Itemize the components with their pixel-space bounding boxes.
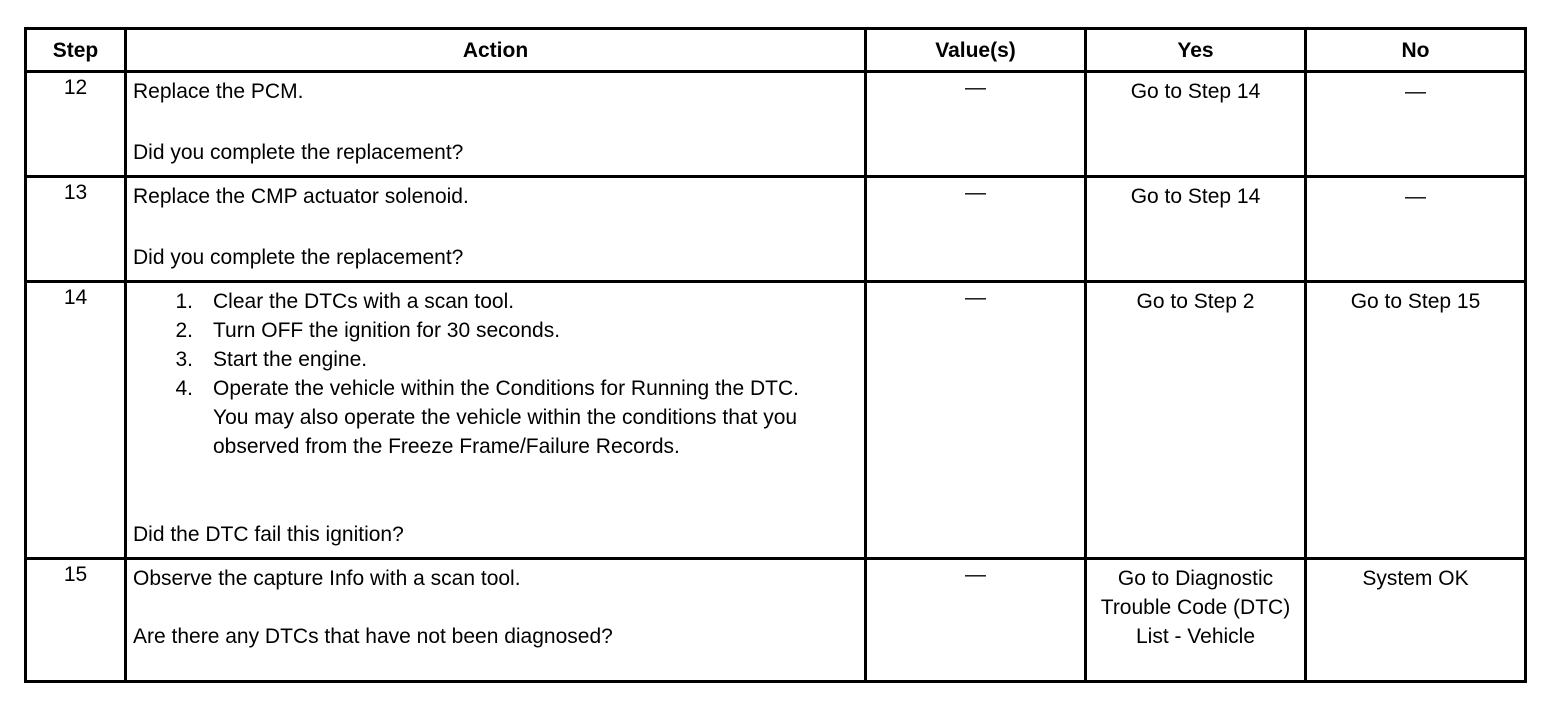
list-item [133,287,858,316]
header-action: Action [126,29,866,72]
list-item [133,374,858,461]
list-item-number: 2. [175,319,193,342]
list-item-number: 3. [175,348,193,371]
step-number: 14 [26,282,126,559]
no-cell [1306,559,1526,682]
step-number: 12 [26,72,126,177]
action-cell [126,559,866,682]
no-value: — [1405,80,1426,103]
value-cell: — [866,177,1086,282]
list-item-number: 4. [175,377,193,400]
header-yes: Yes [1086,29,1306,72]
yes-cell [1086,559,1306,682]
action-instruction: Observe the capture Info with a scan tool. [133,567,521,590]
table-row [26,72,1526,177]
yes-cell [1086,177,1306,282]
yes-cell [1086,72,1306,177]
value-cell: — [866,72,1086,177]
action-instruction: Replace the CMP actuator solenoid. [133,185,469,208]
action-question: Did you complete the replacement? [133,141,464,164]
list-item [133,345,858,374]
step-number: 15 [26,559,126,682]
list-item-number: 1. [175,290,193,313]
table-row [26,177,1526,282]
diagnostic-table-page [24,27,1527,683]
no-link[interactable]: Go to Step 15 [1350,290,1481,313]
no-value: — [1405,185,1426,208]
action-question: Did you complete the replacement? [133,246,464,269]
action-cell [126,72,866,177]
action-step-list [133,287,858,461]
value-cell: — [866,282,1086,559]
table-row [26,282,1526,559]
yes-cell [1086,282,1306,559]
list-item-text: Operate the vehicle within the Conditions for Running the DTC. You may also operate the vehicle within the conditions that you observed from the Freeze Frame/Failure Records. [213,377,799,458]
diagnostic-steps-table [24,27,1527,683]
no-cell [1306,282,1526,559]
list-item-text: Clear the DTCs with a scan tool. [213,290,515,313]
action-instruction: Replace the PCM. [133,80,304,103]
list-item [133,316,858,345]
action-question: Did the DTC fail this ignition? [133,523,404,546]
list-item-text: Turn OFF the ignition for 30 seconds. [213,319,561,342]
step-number: 13 [26,177,126,282]
header-no: No [1306,29,1526,72]
table-header-row [26,29,1526,72]
action-cell [126,282,866,559]
table-row [26,559,1526,682]
no-value: System OK [1362,567,1469,590]
list-item-text: Start the engine. [213,348,368,371]
no-cell [1306,177,1526,282]
value-cell: — [866,559,1086,682]
yes-link[interactable]: Go to Step 14 [1130,185,1261,208]
yes-link[interactable]: Go to Step 14 [1130,80,1261,103]
yes-link[interactable]: Go to Step 2 [1136,290,1255,313]
header-values: Value(s) [866,29,1086,72]
action-question: Are there any DTCs that have not been diagnosed? [133,625,613,648]
header-step: Step [26,29,126,72]
no-cell [1306,72,1526,177]
yes-link[interactable]: Go to Diagnostic Trouble Code (DTC) List - Vehicle [1100,567,1291,648]
action-cell [126,177,866,282]
